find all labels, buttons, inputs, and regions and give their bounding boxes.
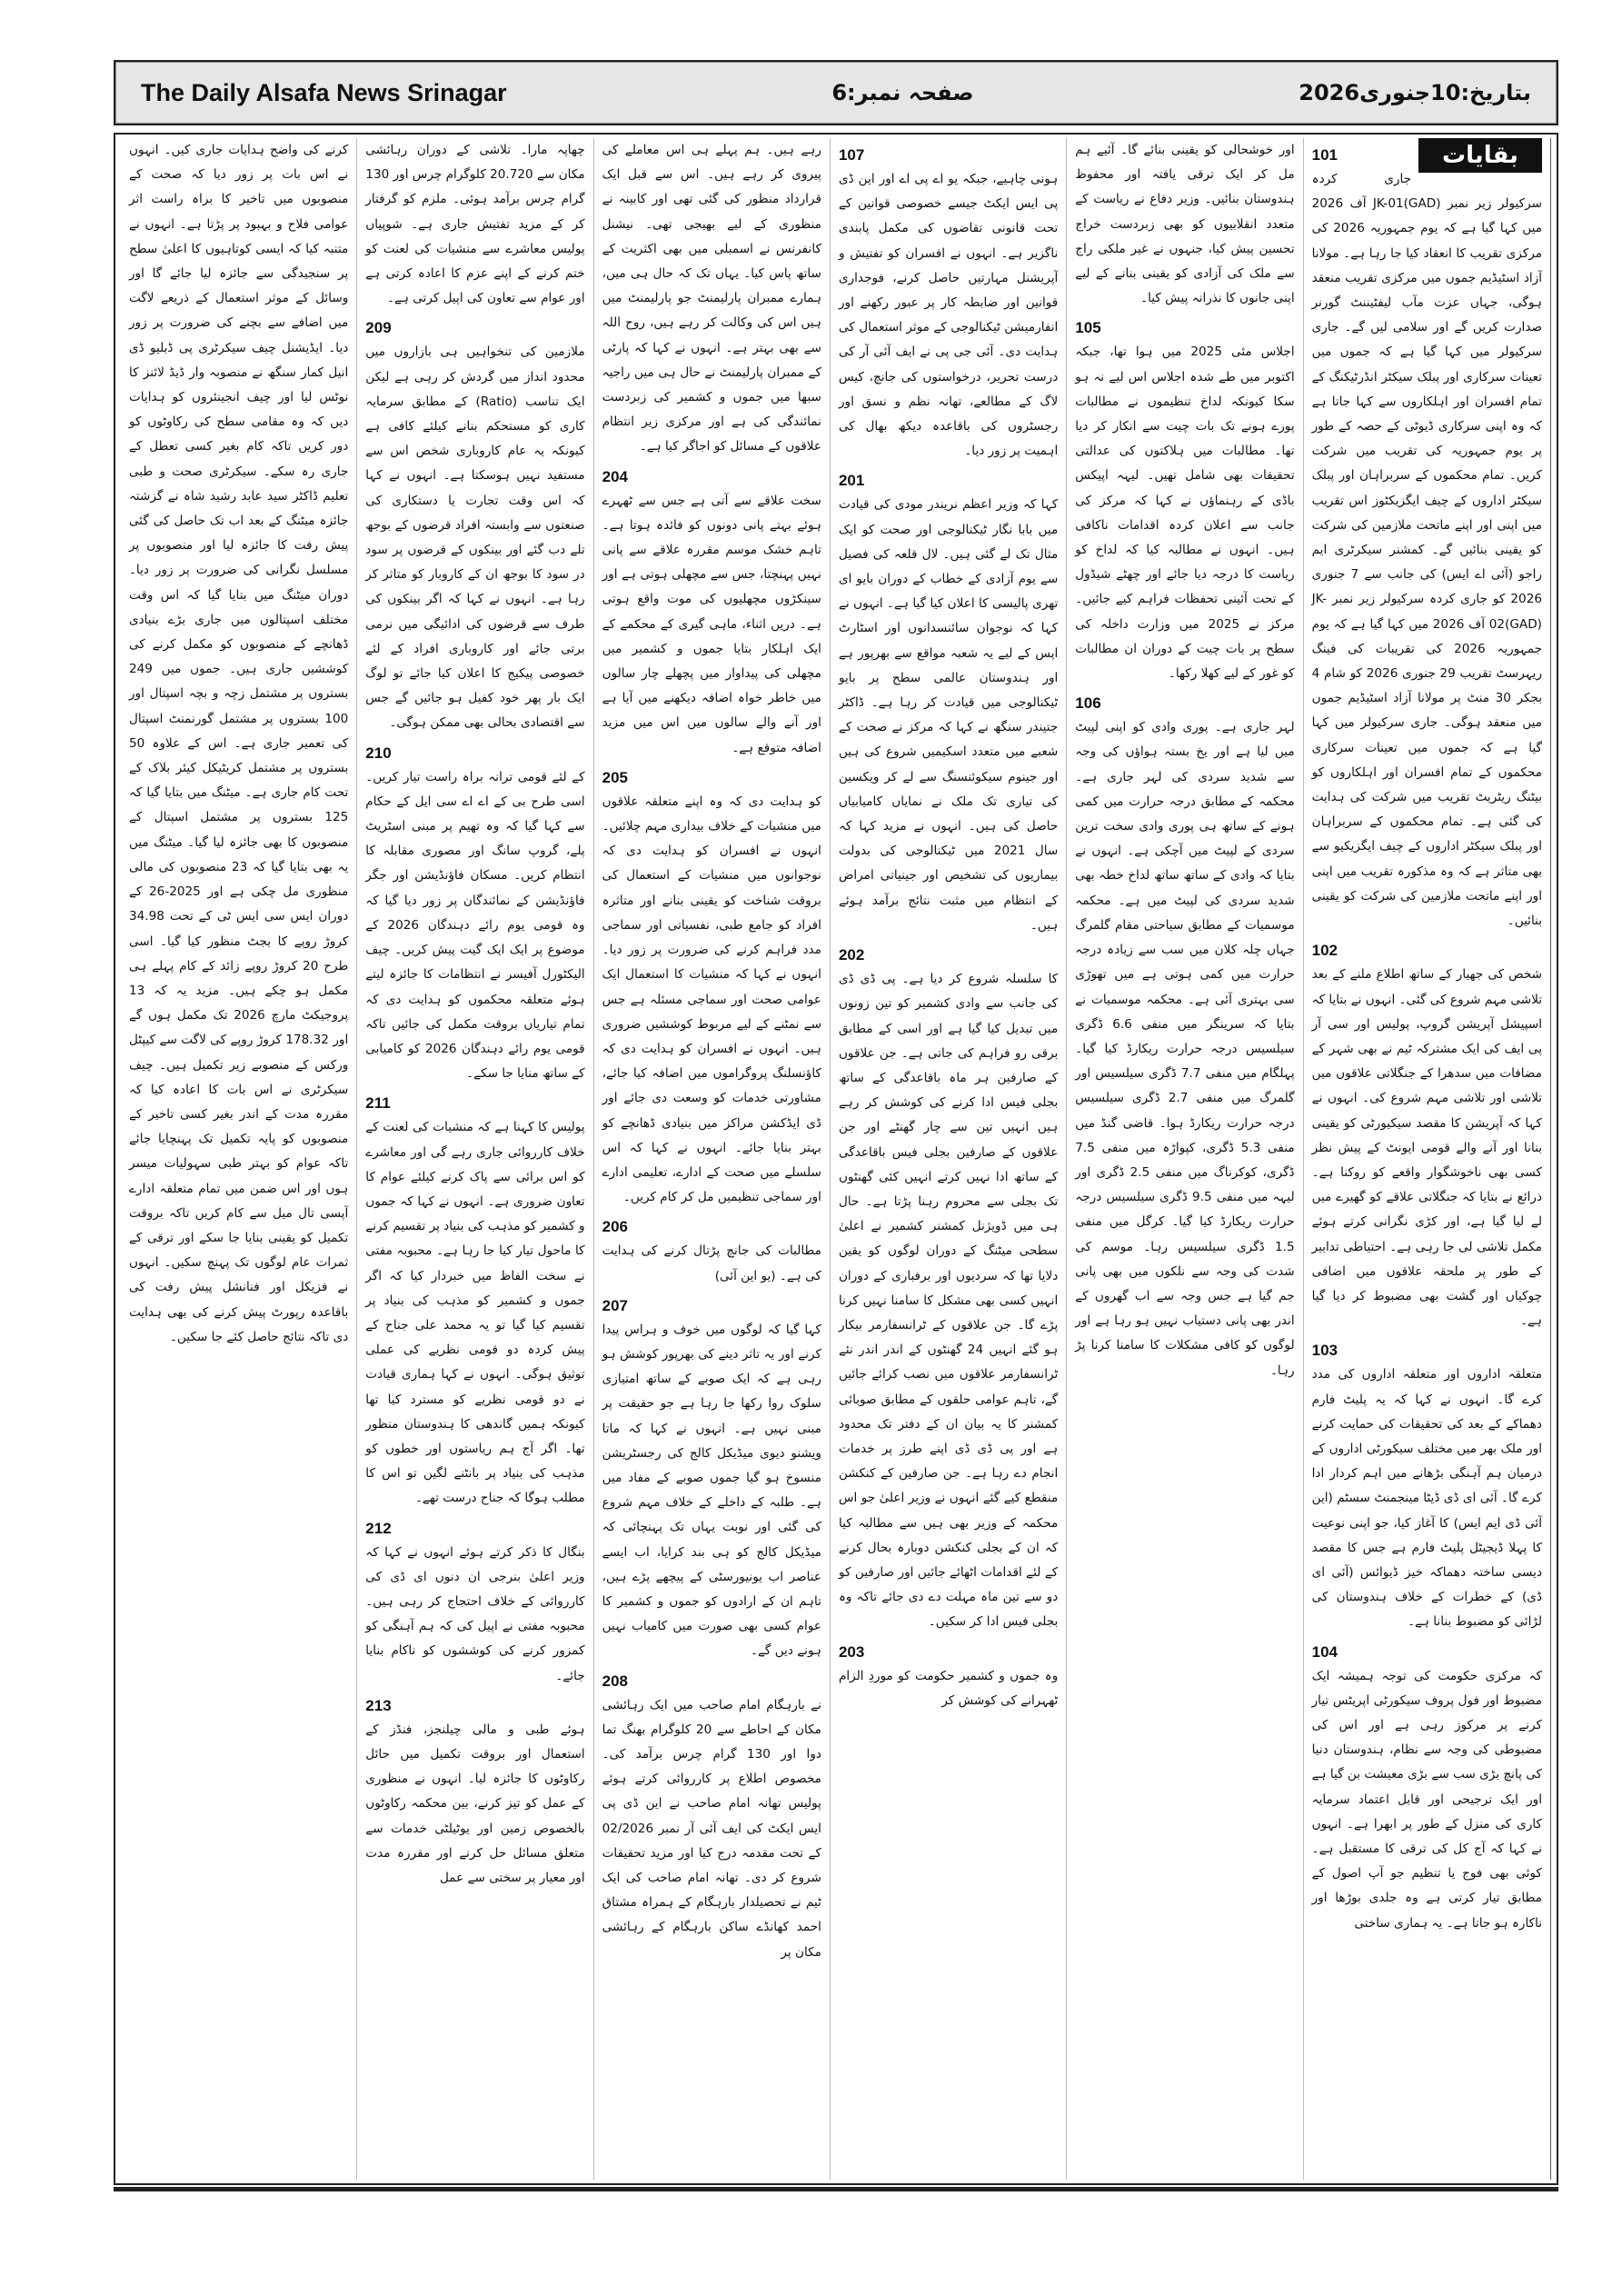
masthead [114, 60, 1558, 125]
article-text: مطالبات کی جانچ پڑتال کرنے کی ہدایت کی ہے۔ (یو این آئی) [602, 1243, 821, 1283]
article-text: کرنے کی واضح ہدایات جاری کیں۔ انہوں نے اس بات پر زور دیا کہ صحت کے منصوبوں میں تاخیر کا براہ راست اثر عوامی فلاح و بہبود پر پڑتا ہے۔ انہوں نے متنبہ کیا کہ ایسی کوتاہیوں کا اعلیٰ سطح پر سنجیدگی سے جائزہ لیا جائے گا اور وسائل کے موثر استعمال کے ذریعے لاگت میں اضافے سے بچنے کی ضرورت پر زور دیا۔ ایڈیشنل چیف سیکرٹری پی ڈبلیو ڈی انیل کمار سنگھ نے منصوبہ وار ڈیڈ لائنز کا نوٹس لیا اور چیف انجینئروں کو ہدایات دیں کہ وہ مقامی سطح کی رکاوٹوں کو دور کریں تاکہ کام بغیر کسی تعطل کے جاری رہ سکے۔ سیکرٹری صحت و طبی تعلیم ڈاکٹر سید عابد رشید شاہ نے گزشتہ جائزہ میٹنگ کے بعد اب تک حاصل کی گئی پیش رفت کا جائزہ لیا اور منصوبوں پر مسلسل نگرانی کی ضرورت پر زور دیا۔ دوران میٹنگ میں بتایا گیا کہ اس وقت مختلف اسپتالوں میں جاری بڑے بنیادی ڈھانچے کے منصوبوں کو مکمل کرنے کی کوششیں جاری ہیں۔ جموں میں 249 بستروں پر مشتمل زچہ و بچہ اسپتال اور 100 بستروں پر مشتمل گورنمنٹ اسپتال کی تعمیر جاری ہے۔ اس کے علاوہ 50 بستروں پر مشتمل کریٹیکل کیئر بلاک کے تحت کام جاری ہے۔ میٹنگ میں بتایا گیا کہ 125 بستروں پر مشتمل اسپتال کے منصوبوں کا بھی جائزہ لیا گیا۔ میٹنگ میں یہ بھی بتایا گیا کہ 23 منصوبوں کی مالی منظوری مل چکی ہے اور 2025-26 کے دوران ایس سی ایس ٹی کے تحت 34.98 کروڑ روپے کا بجٹ منظور کیا گیا۔ اسی طرح 20 کروڑ روپے زائد کے کام پہلے ہی مکمل ہو چکے ہیں۔ مزید یہ کہ 13 پروجیکٹ مارچ 2026 تک مکمل ہوں گے اور 178.32 کروڑ روپے کی لاگت سے کیپٹل ورکس کے منصوبے زیر تکمیل ہیں۔ چیف سیکرٹری نے اس بات کا اعادہ کیا کہ مقررہ مدت کے اندر بغیر کسی تاخیر کے منصوبوں کو پایہ تکمیل تک پہنچایا جائے تاکہ عوام کو بہتر طبی سہولیات میسر ہوں اور اس ضمن میں تمام متعلقہ ادارے آپسی تال میل سے کام کریں تاکہ بروقت تکمیل کو یقینی بنایا جا سکے اور ترقی کے ثمرات عام لوگوں تک پہنچ سکیں۔ انہوں نے فزیکل اور فنانشل پیش رفت کی باقاعدہ رپورٹ پیش کرنے کی بھی ہدایت دی تاکہ نتائج حاصل کئے جا سکیں۔ [128, 143, 349, 1344]
article-columns [121, 138, 1551, 2180]
article-text: لہر جاری ہے۔ پوری وادی کو اپنی لپیٹ میں لیا ہے اور یخ بستہ ہواؤں کی وجہ سے شدید سردی کی لہر جاری ہے۔ محکمہ کے مطابق درجہ حرارت میں کمی ہونے کے ساتھ ہی پوری وادی سخت ترین سردی کے لپیٹ میں آچکی ہے۔ انہوں نے بتایا کہ وادی کے ساتھ ساتھ لداخ خطہ بھی شدید سردی کی لپیٹ میں ہے۔ محکمہ موسمیات کے مطابق سیاحتی مقام گلمرگ جہاں چلہ کلان میں سب سے زیادہ درجہ حرارت میں کمی ہوتی ہے میں تھوڑی سی بہتری آئی ہے۔ محکمہ موسمیات نے بتایا کہ سرینگر میں منفی 6.6 ڈگری سیلسیس درجہ حرارت ریکارڈ کیا گیا۔ پہلگام میں منفی 7.7 ڈگری سیلسیس اور گلمرگ میں منفی 2.7 ڈگری سیلسیس درجہ حرارت ریکارڈ ہوا۔ قاضی گنڈ میں منفی 5.3 ڈگری، کپواڑہ میں منفی 7.5 ڈگری، کوکرناگ میں منفی 2.5 ڈگری اور لیہہ میں منفی 9.5 ڈگری سیلسیس درجہ حرارت ریکارڈ کیا گیا۔ کرگل میں منفی 1.5 ڈگری سیلسیس رہا۔ موسم کی شدت کی وجہ سے نلکوں میں بھی پانی جم گیا ہے جس وجہ سے اب گھروں کے اندر بھی پانی دستیاب نہیں ہو رہا ہے اور لوگوں کو کافی مشکلات کا سامنا کرنا پڑ رہا۔ [1075, 720, 1295, 1378]
continuation-number: 201 [838, 472, 865, 490]
page-body [114, 133, 1558, 2185]
article-text: وہ جموں و کشمیر حکومت کو موردِ الزام ٹھہرانے کی کوشش کر [838, 1668, 1059, 1708]
article-text: اور خوشحالی کو یقینی بنائے گا۔ آئیے ہم مل کر ایک ترقی یافتہ اور محفوظ ہندوستان بنائیں۔ وزیر دفاع نے ریاست کے متعدد انقلابیوں کو بھی زبردست خراج تحسین پیش کیا، جنہوں نے غیر ملکی راج سے ملک کی آزادی کو یقینی بنانے کے لیے اپنی جانوں کا نذرانہ پیش کیا۔ [1075, 143, 1295, 306]
continuation-number: 102 [1311, 942, 1338, 960]
continuation-number: 106 [1075, 694, 1101, 713]
section-banner: بقایات [1418, 138, 1542, 173]
article-text: جاری کردہ سرکیولر زیر نمبر JK-01(GAD) آف 2026 میں کہا گیا ہے کہ یوم جمہوریہ 2026 کی مرکزی تقریب کا انعقاد کیا جا رہا ہے۔ مولانا آزاد اسٹیڈیم جموں میں مرکزی تقریب منعقد ہوگی، جہاں عزت مآب لیفٹیننٹ گورنر صدارت کریں گے اور سلامی لیں گے۔ جاری سرکیولر میں کہا گیا ہے کہ جموں میں تعینات سرکاری اور پبلک سیکٹر انڈرٹیکنگ کے تمام افسران اور اہلکاروں سے کہا جاتا ہے کہ وہ اپنی سرکاری ڈیوٹی کے حصہ کے طور پر یوم جمہوریہ کی تقریب میں شرکت کریں۔ تمام محکموں کے سربراہان اور پبلک سیکٹر اداروں کے چیف ایگزیکٹوز اس تقریب میں اپنی اور اپنے ماتحت ملازمین کی شرکت کو یقینی بنائیں گے۔ کمشنر سیکرٹری ایم راجو (آئی اے ایس) کی جانب سے 7 جنوری 2026 کو جاری کردہ سرکیولر زیر نمبر JK-02(GAD) آف 2026 میں کہا گیا ہے کہ یوم جمہوریہ 2026 کی تقریبات کی فینگ ریہرسٹ تقریب 29 جنوری 2026 کو شام 4 بجکر 30 منٹ پر مولانا آزاد اسٹیڈیم جموں میں منعقد ہوگی۔ جاری سرکیولر میں کہا گیا ہے کہ جموں میں تعینات سرکاری محکموں کے تمام افسران اور اہلکاروں کو بیٹنگ ریٹریٹ تقریب میں شرکت کی ہدایت کی گئی ہے۔ تمام محکموں کے سربراہان اور پبلک سیکٹر اداروں کے چیف ایگزیکیو سے بھی متاثر ہے کہ وہ مذکورہ تقریب میں اپنی اور اپنے ماتحت ملازمین کی شرکت کو یقینی بنائیں۔ [1311, 172, 1543, 929]
article-text: کہ مرکزی حکومت کی توجہ ہمیشہ ایک مضبوط اور فول پروف سیکورٹی اپریٹس تیار کرنے پر مرکوز رہی ہے اور اس کی مضبوطی کی وجہ سے نظام، ہندوستان دنیا کی پانچ بڑی سب سے بڑی معیشت بن گیا ہے اور ایک ترجیحی اور قابل اعتماد سرمایہ کاری کی منزل کے طور پر ابھرا ہے۔ انہوں نے کہا کہ آج کل کی ترقی کا مستقبل ہے۔ کوئی بھی فوج یا تنظیم جو آپ اصول کے مطابق تیار کرتی ہے وہ جلدی بوڑھا اور ناکارہ ہو جاتا ہے۔ یہ ہماری ساختی [1311, 1668, 1542, 1931]
continuation-number: 213 [365, 1696, 392, 1714]
text-column [830, 138, 1066, 2180]
text-column [1303, 138, 1551, 2180]
article-text: کو ہدایت دی کہ وہ اپنے متعلقہ علاقوں میں منشیات کے خلاف بیداری مہم چلائیں۔ انہوں نے افسران کو ہدایت دی کہ نوجوانوں میں منشیات کے استعمال کی بروقت شناخت کو یقینی بنانے اور متاثرہ افراد کو جامع طبی، نفسیاتی اور سماجی مدد فراہم کرنے کی ضرورت پر زور دیا۔ انہوں نے کہا کہ منشیات کا استعمال ایک عوامی صحت اور سماجی مسئلہ ہے جس سے نمٹنے کے لیے مربوط کوششیں ضروری ہیں۔ انہوں نے افسران کو ہدایت دی کہ کاؤنسلنگ پروگراموں میں اضافہ کیا جائے، مشاورتی خدمات کو وسعت دی جائے اور ڈی ایڈکشن مراکز میں بنیادی ڈھانچے کو بہتر بنایا جائے۔ انہوں نے کہا کہ اس سلسلے میں صحت کے ادارے، تعلیمی ادارے اور سماجی تنظیمیں مل کر کام کریں۔ [602, 794, 821, 1205]
text-column [593, 138, 830, 2180]
continuation-number: 105 [1075, 319, 1101, 337]
article-text: سخت علاقے سے آتی ہے جس سے ٹھہرے ہوئے بہتے پانی دونوں کو فائدہ ہوتا ہے۔ تاہم خشک موسم مقررہ علاقے سے پانی نہیں پہنچتا، جس سے مچھلی ہوتی ہے اور سینکڑوں مچھلیوں کی موت واقع ہوتی ہے۔ دریں اثناء، ماہی گیری کے محکمے کے ایک اہلکار بتایا جموں و کشمیر میں مچھلی کی پیداوار میں پچھلے چار سالوں میں خاطر خواہ اضافہ دیکھنے میں آیا ہے اور آنے والے سالوں میں اس میں مزید اضافہ متوقع ہے۔ [602, 493, 821, 755]
text-column [356, 138, 592, 2180]
continuation-number: 210 [365, 744, 392, 762]
text-column [121, 138, 356, 2180]
article-text: کا سلسلہ شروع کر دیا ہے۔ پی ڈی ڈی کی جانب سے وادی کشمیر کو تین زونوں میں تبدیل کیا گیا ہے اور اسی کے مطابق برقی رو فراہم کی جاتی ہے۔ جن علاقوں کے صارفین ہر ماہ باقاعدگی کے ساتھ بجلی فیس ادا کرنے کی کوشش کر رہے ہیں انہیں تین سے چار گھنٹے اور جن علاقوں کے صارفین بجلی فیس باقاعدگی کے ساتھ ادا نہیں کرتے انہیں کئی گھنٹوں تک بجلی سے محروم رہنا پڑتا ہے۔ حال ہی میں ڈویژنل کمشنر کشمیر نے اعلیٰ سطحی میٹنگ کے دوران لوگوں کو یقین دلایا تھا کہ سردیوں اور برفباری کے دوران انہیں کسی بھی مشکل کا سامنا نہیں کرنا پڑے گا۔ جن علاقوں کے ٹرانسفارمر بیکار ہو گئے انہیں 24 گھنٹوں کے اندر اندر نئے ٹرانسفارمر علاقوں میں نصب کرائے جائیں گے، تاہم عوامی حلقوں کے مطابق صوبائی کمشنر کا یہ بیان ان کے دفتر تک محدود ہے اور پی ڈی ڈی اپنے طرز پر خدمات انجام دے رہا ہے۔ جن صارفین کے کنکشن منقطع کیے گئے انہوں نے وزیر اعلیٰ جو اس محکمہ کے وزیر بھی ہیں سے مطالبہ کیا کہ ان کے بجلی کنکشن دوبارہ بحال کرنے کے لئے اقدامات اٹھائے جائیں اور صارفین کو دو سے تین ماہ مہلت دے دی جائے تاکہ وہ بجلی فیس ادا کر سکیں۔ [838, 972, 1059, 1630]
bottom-rule [114, 2187, 1558, 2191]
page-number: صفحہ نمبر:6 [831, 80, 974, 105]
issue-date: بتاریخ:10جنوری2026 [1299, 80, 1531, 105]
continuation-number: 203 [838, 1642, 865, 1661]
article-text: بنگال کا ذکر کرتے ہوئے انہوں نے کہا کہ وزیر اعلیٰ بنرجی ان دنوں ای ڈی کی کارروائی کے خلاف احتجاج کر رہی ہیں۔ محبوبہ مفتی نے اپیل کی کہ ہم آہنگی کو کمزور کرنے کی کوششوں کو ناکام بنایا جائے۔ [365, 1544, 585, 1683]
article-text: ہوئے طبی و مالی چیلنجز، فنڈز کے استعمال اور بروقت تکمیل میں حائل رکاوٹوں کا جائزہ لیا۔ انہوں نے منظوری کے عمل کو تیز کرنے، بین محکمہ رکاوٹوں بالخصوص زمین اور یوٹیلٹی خدمات سے متعلق مسائل حل کرنے اور مقررہ مدت اور معیار پر سختی سے عمل [365, 1722, 585, 1885]
article-text: ہونی چاہیے، جبکہ یو اے پی اے اور این ڈی پی ایس ایکٹ جیسے خصوصی قوانین کے تحت قانونی تقاضوں کی مکمل پابندی ناگزیر ہے۔ انہوں نے افسران کو تفتیش و آپریشنل مہارتیں حاصل کرنے، فوجداری قوانین اور ضابطہ کار پر عبور رکھنے اور انفارمیشن ٹیکنالوجی کے موثر استعمال کی ہدایت دی۔ آئی جی پی نے ایف آئی آر کی درست تحریر، درخواستوں کی جانچ، کیس لاگ کے مطالعے، تھانہ نظم و نسق اور رجسٹروں کی باقاعدہ دیکھ بھال کی اہمیت پر زور دیا۔ [838, 172, 1059, 459]
continuation-number: 103 [1311, 1342, 1338, 1360]
newspaper-name: The Daily Alsafa News Srinagar [141, 78, 507, 106]
article-text: کہا گیا کہ لوگوں میں خوف و ہراس پیدا کرنے اور یہ تاثر دینے کی بھرپور کوشش ہو رہی ہے کہ ایک صوبے کے ساتھ امتیازی سلوک روا رکھا جا رہا ہے جو حقیقت پر مبنی نہیں ہے۔ انہوں نے کہا کہ ماتا ویشنو دیوی میڈیکل کالج کی رجسٹریشن منسوخ ہو گیا جموں صوبے کے مفاد میں ہے۔ طلبہ کے داخلے کے خلاف مہم شروع کی گئی اور نوبت یہاں تک پہنچائی کہ میڈیکل کالج کو ہی بند کرایا، اب ایسے عناصر اب یونیورسٹی کے پیچھے پڑے ہیں، تاہم ان کے ارادوں کو جموں و کشمیر کا عوام کسی بھی صورت میں کامیاب نہیں ہونے دیں گے۔ [602, 1322, 821, 1659]
article-text: نے بارہگام امام صاحب میں ایک رہائشی مکان کے احاطے سے 20 کلوگرام بھنگ تما دوا اور 130 گرام چرس برآمد کی۔ مخصوص اطلاع پر کارروائی کرتے ہوئے پولیس تھانہ امام صاحب نے این ڈی پی ایس ایکٹ کی ایف آئی آر نمبر 02/2026 کے تحت مقدمہ درج کیا اور مزید تحقیقات شروع کر دی۔ تھانہ امام صاحب کی ایک ٹیم نے تحصیلدار بارہگام کے ہمراہ مشتاق احمد کھانڈے ساکن بارہگام کے رہائشی مکان پر [602, 1697, 821, 1960]
article-text: پولیس کا کہنا ہے کہ منشیات کی لعنت کے خلاف کارروائی جاری رہے گی اور معاشرے کو اس برائی سے پاک کرنے کیلئے عوام کا تعاون ضروری ہے۔ انہوں نے کہا کہ جموں و کشمیر کو مذہب کی بنیاد پر تقسیم کرنے کا ماحول تیار کیا جا رہا ہے۔ محبوبہ مفتی نے سخت الفاظ میں خبردار کیا کہ اگر جموں و کشمیر کو مذہب کی بنیاد پر تقسیم کیا گیا تو یہ محمد علی جناح کے پیش کردہ دو قومی نظریے کی عملی توثیق ہوگی۔ انہوں نے کہا ہماری قیادت نے دو قومی نظریے کو مسترد کیا تھا کیونکہ ہمیں گاندھی کا ہندوستان منظور تھا۔ اگر آج ہم ریاستوں اور خطوں کو مذہب کی بنیاد پر بانٹنے لگیں تو اس کا مطلب ہوگا کہ جناح درست تھے۔ [365, 1120, 585, 1506]
continuation-number: 207 [602, 1296, 628, 1314]
continuation-number: 209 [365, 319, 392, 337]
article-text: چھاپہ مارا۔ تلاشی کے دوران رہائشی مکان سے 20.720 کلوگرام چرس اور 130 گرام چرس برآمد ہوئی۔ ملزم کو گرفتار کر کے مزید تفتیش جاری ہے۔ شوپیاں پولیس معاشرے سے منشیات کی لعنت کو ختم کرنے کے اپنے عزم کا اعادہ کرتی ہے اور عوام سے تعاون کی اپیل کرتی ہے۔ [365, 143, 585, 306]
article-text: کے لئے قومی ترانہ براہ راست تیار کریں۔ اسی طرح بی کے اے اے سی ایل کے حکام سے کہا گیا کہ وہ تھیم پر مبنی اسٹریٹ پلے، گروپ سانگ اور مصوری مقابلہ کا انتظام کریں۔ مسکان فاؤنڈیشن اور جگر فاؤنڈیشن کے نمائندگان پر زور دیا گیا کہ وہ قومی یوم رائے دہندگان 2026 کے موضوع پر ایک ایک گیت پیش کریں۔ چیف الیکٹورل آفیسر نے انتظامات کا جائزہ لیتے ہوئے متعلقہ محکموں کو ہدایت دی کہ تمام تیاریاں بروقت مکمل کی جائیں تاکہ قومی یوم رائے دہندگان 2026 کو کامیابی کے ساتھ منایا جا سکے۔ [365, 769, 585, 1082]
continuation-number: 212 [365, 1519, 392, 1537]
article-text: ملازمین کی تنخواہیں ہی بازاروں میں محدود انداز میں گردش کر رہی ہے لیکن ایک تناسب (Ratio) کے مطابق سرمایہ کاری کو مستحکم بنانے کیلئے کافی ہے کیونکہ یہ عام کاروباری شخص اس سے مستفید نہیں ہوسکتا ہے۔ انہوں نے کہا کہ اس وقت تجارت یا دستکاری کی صنعتوں سے وابستہ افراد قرضوں کے بوجھ تلے دب گئے اور بینکوں کے قرضوں پر سود در سود کا بوجھ ان کے کاروبار کو متاثر کر رہا ہے۔ انہوں نے کہا کہ اگر بینکوں کی طرف سے قرضوں کی ادائیگی میں نرمی برتی جائے اور کاروباری افراد کے لئے خصوصی پیکیج کا اعلان کیا جائے تو لوگ ایک بار پھر خود کفیل ہو جائیں گے جس سے اقتصادی بحالی بھی ممکن ہوگی۔ [365, 344, 585, 731]
text-column [1066, 138, 1302, 2180]
article-text: کہا کہ وزیر اعظم نریندر مودی کی قیادت میں بابا نگار ٹیکنالوجی اور صحت کو ایک مثال تک لے گئی ہیں۔ لال قلعہ کی فصیل سے یوم آزادی کے خطاب کے دوران بایو ای تھری پالیسی کا اعلان کیا گیا ہے۔ انہوں نے کہا کہ نوجوان سائنسدانوں اور اسٹارٹ اپس کے لیے یہ شعبہ مواقع سے بھرپور ہے اور ہندوستان عالمی سطح پر بایو ٹیکنالوجی میں قیادت کر رہا ہے۔ ڈاکٹر جتیندر سنگھ نے کہا کہ مرکز نے صحت کے شعبے میں متعدد اسکیمیں شروع کی ہیں اور جینوم سیکوئنسنگ سے لے کر ویکسین کی تیاری تک ملک نے نمایاں کامیابیاں حاصل کی ہیں۔ انہوں نے مزید کہا کہ سال 2021 میں ٹیکنالوجی کی بدولت بیماریوں کی تشخیص اور جینیاتی امراض کے انتظام میں مثبت نتائج برآمد ہوئے ہیں۔ [838, 497, 1059, 933]
continuation-number: 204 [602, 467, 628, 485]
continuation-number: 101 [1311, 146, 1338, 164]
continuation-number: 205 [602, 768, 628, 786]
article-text: رہے ہیں۔ ہم پہلے ہی اس معاملے کی پیروی کر رہے ہیں۔ اس سے قبل ایک قرارداد منظور کی گئی تھی اور کابینہ نے منظوری کے لیے بھیجی تھی۔ نیشنل کانفرنس نے اسمبلی میں بھی اکثریت کے ساتھ پاس کیا۔ یہاں تک کہ حال ہی میں، ہمارے ممبران پارلیمنٹ جو پارلیمنٹ میں ہیں اس کی وکالت کر رہے ہیں، روح اللہ سے بھی بہتر ہے۔ انہوں نے کہا کہ پارٹی کے ممبران پارلیمنٹ نے حال ہی میں راجیہ سبھا میں جموں و کشمیر کی زبردست نمائندگی کی ہے اور مرکزی زیر انتظام علاقوں کے مسائل کو اجاگر کیا ہے۔ [602, 143, 821, 454]
continuation-number: 202 [838, 946, 865, 964]
continuation-number: 104 [1311, 1642, 1338, 1661]
article-text: اجلاس مئی 2025 میں ہوا تھا، جبکہ اکتوبر میں طے شدہ اجلاس اس لیے نہ ہو سکا کیونکہ لداخ تنظیموں نے مطالبات پورے ہونے تک بات چیت سے انکار کر دیا تھا۔ مطالبات میں ہلاکتوں کی عدالتی تحقیقات بھی شامل تھیں۔ لیہہ اپیکس باڈی کے رہنماؤں نے کہا کہ مرکز کی جانب سے اعلان کردہ اقدامات ناکافی ہیں۔ انہوں نے مطالبہ کیا کہ لداخ کو ریاست کا درجہ دیا جائے اور چھٹے شیڈول کے تحت آئینی تحفظات فراہم کیے جائیں۔ مرکز نے 2025 میں وزارت داخلہ کی سطح پر بات چیت کے دوران ان مطالبات کو غور کے لیے کھلا رکھا۔ [1075, 344, 1295, 682]
continuation-number: 107 [838, 146, 865, 164]
continuation-number: 211 [365, 1094, 391, 1113]
article-text: متعلقہ اداروں اور متعلقہ اداروں کی مدد کرے گا۔ انہوں نے کہا کہ یہ پلیٹ فارم دھماکے کے بعد کی تحقیقات کی حمایت کرنے اور ملک بھر میں مختلف سیکورٹی اداروں کے درمیان ہم آہنگی بڑھانے میں اہم کردار ادا کرے گا۔ آئی ای ڈی ڈیٹا مینجمنٹ سسٹم (این آئی ڈی ایم ایس) کا آغاز کیا، جو اپنی نوعیت کا پہلا ڈیجیٹل پلیٹ فارم ہے جس کا مقصد دیسی ساختہ دھماکہ خیز ڈیوائس (آئی ای ڈی) کے خطرات کے خلاف ہندوستان کی لڑائی کو مضبوط بنانا ہے۔ [1311, 1367, 1542, 1630]
continuation-number: 208 [602, 1672, 628, 1690]
continuation-number: 206 [602, 1218, 628, 1236]
article-text: شخص کی جھیار کے ساتھ اطلاع ملنے کے بعد تلاشی مہم شروع کی گئی۔ انہوں نے بتایا کہ اسپیشل آپریشن گروپ، پولیس اور سی آر پی ایف کی ایک مشترکہ ٹیم نے بھی شہر کے مضافات میں سدھرا کے جنگلاتی علاقوں میں تلاشی اور تلاشی مہم شروع کی۔ انہوں نے کہا کہ آپریشن کا مقصد سیکیورٹی کو یقینی بنانا اور آنے والے قومی ایونٹ کے پیش نظر کسی بھی ناخوشگوار واقعے کو روکنا ہے۔ ذرائع نے بتایا کہ جنگلاتی علاقے کو گھیرے میں لے لیا گیا ہے، اور کڑی نگرانی کرتے ہوئے مکمل تلاشی لی جا رہی ہے۔ احتیاطی تدابیر کے طور پر ملحقہ علاقوں میں اضافی چوکیاں اور گشت بھی مضبوط کر دیا گیا ہے۔ [1311, 967, 1542, 1329]
